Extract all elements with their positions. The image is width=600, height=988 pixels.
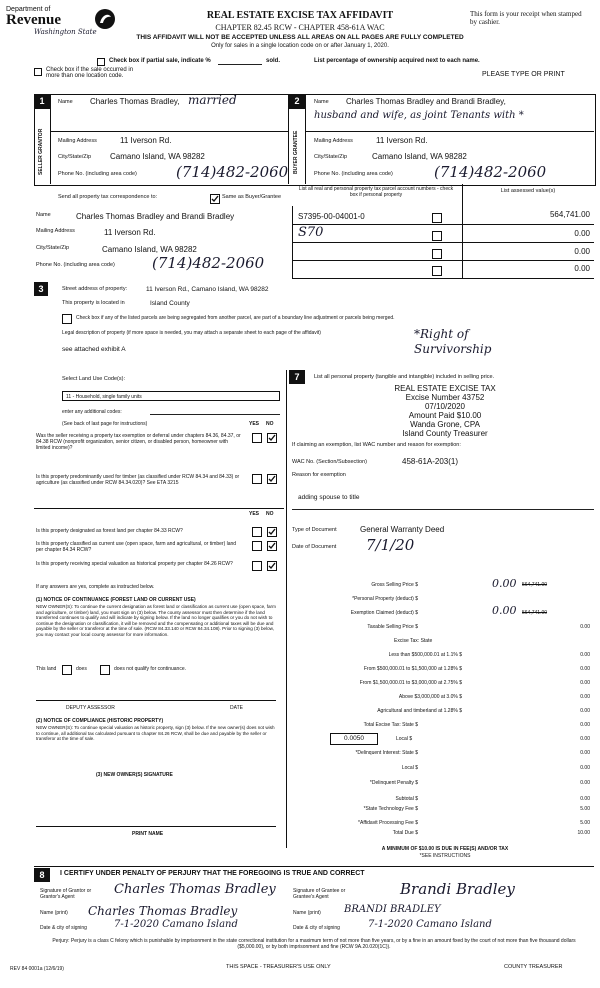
does-not-label: does not qualify for continuance. bbox=[114, 666, 186, 672]
seller-mailing-label: Mailing Address bbox=[58, 138, 97, 144]
grantor-date-city: 7-1-2020 Camano Island bbox=[114, 919, 238, 930]
bracket-4-value: 0.00 bbox=[580, 694, 590, 700]
county-label: This property is located in bbox=[62, 300, 125, 306]
does-label: does bbox=[76, 666, 87, 672]
print-name-label: PRINT NAME bbox=[132, 831, 164, 837]
land-use-yes: YES bbox=[249, 421, 260, 427]
grantee-name-label: Name (print) bbox=[293, 910, 321, 916]
grantor-name-print: Charles Thomas Bradley bbox=[88, 904, 238, 918]
corr-city: Camano Island, WA 98282 bbox=[102, 245, 197, 254]
partial-sale-checkbox[interactable] bbox=[97, 58, 105, 66]
notice2-body: NEW OWNER(S): To continue special valuation as historic property, sign (3) below. If the new owner(s) does not wish to continue, all additional tax calculated pursuant to chapter 84.26 RCW, shall be due and payable by the seller or transferor at the time of sale. bbox=[36, 725, 275, 742]
does-not-checkbox[interactable] bbox=[100, 665, 110, 675]
buyer-city: Camano Island, WA 98282 bbox=[372, 152, 467, 161]
reason-label: Reason for exemption bbox=[292, 472, 346, 478]
delinq-interest-local-label: Local $ bbox=[401, 765, 418, 771]
q2-yes-checkbox[interactable] bbox=[252, 474, 262, 484]
exemption-question: Was the seller receiving a property tax exemption or deferral under chapters 84.36, 84.37, or 84.38 RCW (nonprofit organization, senior citizen, or disabled person, homeowner with limited income)? bbox=[36, 433, 241, 451]
seller-mailing: 11 Iverson Rd. bbox=[120, 136, 172, 145]
seller-city: Camano Island, WA 98282 bbox=[110, 152, 205, 161]
parcel-2-value: 0.00 bbox=[574, 229, 590, 238]
s5-yes: YES bbox=[249, 511, 260, 517]
stamp-line-5: Wanda Grone, CPA bbox=[410, 420, 480, 429]
grantor-signature[interactable]: Charles Thomas Bradley bbox=[114, 882, 276, 897]
same-as-buyer-label: Same as Buyer/Grantee bbox=[222, 194, 282, 200]
bracket-2-label: From $500,000.01 to $1,500,000 at 1.28% $ bbox=[363, 666, 462, 672]
form-title: REAL ESTATE EXCISE TAX AFFIDAVIT bbox=[206, 10, 394, 21]
grantee-sig-label: Signature of Grantee or Grantee's Agent bbox=[293, 888, 346, 900]
exemption-deduct-value: 0.00 bbox=[492, 604, 517, 617]
seller-phone-label: Phone No. (including area code) bbox=[58, 171, 137, 177]
seller-name: Charles Thomas Bradley, bbox=[90, 97, 180, 106]
buyer-side-label: BUYER GRANTEE bbox=[293, 130, 299, 174]
assessor-date-label: DATE bbox=[230, 705, 243, 711]
buyer-name-handwritten: husband and wife, as joint Tenants with * bbox=[314, 110, 524, 121]
subtotal-value: 0.00 bbox=[580, 796, 590, 802]
notice1-title: (1) NOTICE OF CONTINUANCE (FOREST LAND OR CURRENT USE) bbox=[36, 597, 196, 603]
q1-no-checkbox[interactable] bbox=[267, 433, 277, 443]
q2-no-checkbox[interactable] bbox=[267, 474, 277, 484]
perjury-notice: Perjury: Perjury is a class C felony which is punishable by imprisonment in the state correctional institution for a maximum term of not more than five years, or by a fine in an amount fixed by the court of not more than five thousand dollars ($5,000.00), or by both imprisonment and fine (RCW 9A.20.020(1C)). bbox=[52, 938, 576, 950]
segregated-checkbox[interactable] bbox=[62, 314, 72, 324]
wac-label: WAC No. (Section/Subsection) bbox=[292, 459, 367, 465]
parcel-1-checkbox[interactable] bbox=[432, 213, 442, 223]
street-label: Street address of property: bbox=[62, 286, 128, 292]
corr-name-label: Name bbox=[36, 212, 51, 218]
delinq-interest-state-label: *Delinquent Interest: State $ bbox=[355, 750, 418, 756]
dept-line2: Revenue bbox=[6, 12, 61, 28]
gross-price-struck: 564,741.00 bbox=[522, 582, 548, 588]
wac-value: 458-61A-203(1) bbox=[402, 457, 459, 466]
parcel-4-value: 0.00 bbox=[574, 264, 590, 273]
bracket-1-label: Less than $500,000.01 at 1.1% $ bbox=[388, 652, 462, 658]
list-percentage: List percentage of ownership acquired next to each name. bbox=[314, 58, 480, 64]
segregated-label: Check box if any of the listed parcels are being segregated from another parcel, are part of a boundary line adjustment or parcels being merged. bbox=[76, 315, 395, 321]
notice2-title: (2) NOTICE OF COMPLIANCE (HISTORIC PROPERTY) bbox=[36, 718, 164, 724]
historic-yes-checkbox[interactable] bbox=[252, 561, 262, 571]
checkmark-icon bbox=[268, 475, 276, 483]
q1-yes-checkbox[interactable] bbox=[252, 433, 262, 443]
stamp-line-2: Excise Number 43752 bbox=[405, 393, 485, 402]
minimum-label: A MINIMUM OF $10.00 IS DUE IN FEE(S) AND/OR TAX bbox=[381, 846, 509, 852]
checkmark-icon bbox=[268, 542, 276, 550]
legal-handwritten: *Right of Survivorship bbox=[414, 327, 492, 356]
affidavit-fee-value: 5.00 bbox=[580, 820, 590, 826]
if-yes-label: If any answers are yes, complete as instructed below. bbox=[36, 584, 155, 590]
local-label: Local $ bbox=[396, 736, 413, 742]
corr-mailing-label: Mailing Address bbox=[36, 228, 75, 234]
parcel-4-checkbox[interactable] bbox=[432, 266, 442, 276]
exemption-claim-label: If claiming an exemption, list WAC number and reason for exemption: bbox=[292, 442, 461, 448]
exemption-deduct-label: Exemption Claimed (deduct) $ bbox=[350, 610, 418, 616]
historic-no-checkbox[interactable] bbox=[267, 561, 277, 571]
buyer-name: Charles Thomas Bradley and Brandi Bradley, bbox=[346, 97, 506, 106]
does-checkbox[interactable] bbox=[62, 665, 72, 675]
section-7-badge: 7 bbox=[289, 370, 305, 384]
reason-value: adding spouse to title bbox=[298, 494, 360, 501]
dept-line3: Washington State bbox=[34, 28, 97, 36]
partial-sale-label: Check box if partial sale, indicate % bbox=[109, 58, 211, 64]
local-rate-box[interactable]: 0.0050 bbox=[330, 733, 378, 745]
see-back-label: (See back of last page for instructions) bbox=[62, 421, 148, 427]
taxable-price-label: Taxable Selling Price $ bbox=[367, 624, 418, 630]
delinq-penalty-value: 0.00 bbox=[580, 780, 590, 786]
forest-question: Is this property designated as forest land per chapter 84.33 RCW? bbox=[36, 528, 183, 534]
buyer-city-label: City/State/Zip bbox=[314, 154, 348, 160]
stamp-line-6: Island County Treasurer bbox=[402, 429, 488, 438]
assessed-header: List assessed value(s) bbox=[500, 188, 556, 194]
grantee-date-label: Date & city of signing bbox=[293, 925, 340, 931]
this-land-label: This land bbox=[36, 666, 57, 672]
total-due-value: 10.00 bbox=[577, 830, 590, 836]
stamp-line-3: 07/10/2020 bbox=[424, 402, 466, 411]
doc-type-value: General Warranty Deed bbox=[360, 525, 445, 534]
land-use-no: NO bbox=[266, 421, 274, 427]
see-instructions-label: *SEE INSTRUCTIONS bbox=[419, 853, 471, 859]
parcel-header: List all real and personal property tax parcel account numbers - check box if personal property bbox=[298, 186, 454, 198]
parcel-1: S7395-00-04001-0 bbox=[298, 212, 365, 221]
deputy-assessor-label: DEPUTY ASSESSOR bbox=[66, 705, 115, 711]
land-use-box bbox=[34, 370, 284, 490]
form-warning: THIS AFFIDAVIT WILL NOT BE ACCEPTED UNLESS ALL AREAS ON ALL PAGES ARE FULLY COMPLETED bbox=[136, 34, 464, 41]
additional-codes-input[interactable] bbox=[150, 414, 280, 415]
legal-label: Legal description of property (if more space is needed, you may attach a separate sheet to each page of the affidavit) bbox=[62, 330, 321, 336]
grantor-sig-label: Signature of Grantor or Grantor's Agent bbox=[40, 888, 92, 900]
gross-price-label: Gross Selling Price $ bbox=[371, 582, 418, 588]
grantor-name-label: Name (print) bbox=[40, 910, 68, 916]
multi-location-label: Check box if the sale occurred in more than one location code. bbox=[46, 67, 134, 79]
county-treasurer-label: COUNTY TREASURER bbox=[504, 964, 563, 970]
type-or-print: PLEASE TYPE OR PRINT bbox=[482, 71, 565, 78]
land-use-select[interactable]: 11 - Household, single family units bbox=[62, 391, 280, 401]
delinq-interest-local-value: 0.00 bbox=[580, 765, 590, 771]
corr-phone-label: Phone No. (including area code) bbox=[36, 262, 115, 268]
seller-phone: (714)482-2060 bbox=[176, 163, 289, 181]
buyer-phone: (714)482-2060 bbox=[434, 163, 547, 181]
affidavit-fee-label: *Affidavit Processing Fee $ bbox=[358, 820, 418, 826]
checkmark-icon bbox=[268, 434, 276, 442]
dept-line1: Department of bbox=[6, 6, 51, 13]
street-value: 11 Iverson Rd., Camano Island, WA 98282 bbox=[146, 286, 269, 293]
section-2-badge: 2 bbox=[289, 94, 305, 109]
doc-date-label: Date of Document bbox=[292, 544, 337, 550]
bracket-5-value: 0.00 bbox=[580, 708, 590, 714]
land-use-label: Select Land Use Code(s): bbox=[62, 376, 125, 382]
seller-city-label: City/State/Zip bbox=[58, 154, 92, 160]
same-as-buyer-checkbox[interactable] bbox=[210, 194, 220, 204]
buyer-phone-label: Phone No. (including area code) bbox=[314, 171, 393, 177]
total-state-label: Total Excise Tax: State $ bbox=[363, 722, 418, 728]
legal-value: see attached exhibit A bbox=[62, 346, 126, 353]
bracket-3-label: From $1,500,000.01 to $3,000,000 at 2.75% $ bbox=[359, 680, 462, 686]
forest-yes-checkbox[interactable] bbox=[252, 527, 262, 537]
county-value: Island County bbox=[150, 300, 190, 307]
bracket-1-value: 0.00 bbox=[580, 652, 590, 658]
certify-text: I CERTIFY UNDER PENALTY OF PERJURY THAT THE FOREGOING IS TRUE AND CORRECT bbox=[60, 870, 365, 877]
form-number: REV 84 0001a (12/6/19) bbox=[10, 966, 64, 972]
current-use-yes-checkbox[interactable] bbox=[252, 541, 262, 551]
total-state-value: 0.00 bbox=[580, 722, 590, 728]
delinq-interest-state-value: 0.00 bbox=[580, 750, 590, 756]
personal-property-deduct-label: *Personal Property (deduct) $ bbox=[352, 596, 418, 602]
corr-name: Charles Thomas Bradley and Brandi Bradley bbox=[76, 212, 235, 221]
timber-question: Is this property predominantly used for timber (as classified under RCW 84.34 and 84.33) or agriculture (as classified under RCW 84.34.020)? See ETA 3215 bbox=[36, 474, 240, 486]
additional-codes-label: enter any additional codes: bbox=[62, 409, 122, 415]
dor-logo bbox=[6, 6, 126, 36]
current-use-no-checkbox[interactable] bbox=[267, 541, 277, 551]
form-only-for: Only for sales in a single location code on or after January 1, 2020. bbox=[211, 43, 389, 49]
sold-label: sold. bbox=[266, 58, 281, 64]
seller-side-label: SELLER GRANTOR bbox=[38, 128, 44, 176]
parcel-2: S70 bbox=[298, 225, 324, 240]
notice1-body: NEW OWNER(S): To continue the current designation as forest land or classification as current use (open space, farm and agriculture, or timber) land, you must sign on (3) below. The county assessor must then determine if the land transferred continues to qualify and will indicate by signing below. If the land no longer qualifies or you do not wish to continue the designation or classification, it will be removed and the compensating or additional taxes will be due and payable by the seller or transferor at the time of sale. (RCW 84.33.140 or RCW 84.34.108). Prior to signing (3) below, you may contact your local county assessor for more information. bbox=[36, 604, 276, 637]
corr-mailing: 11 Iverson Rd. bbox=[104, 228, 156, 237]
doc-type-label: Type of Document bbox=[292, 527, 337, 533]
stamp-line-1: REAL ESTATE EXCISE TAX bbox=[394, 384, 496, 393]
forest-no-checkbox[interactable] bbox=[267, 527, 277, 537]
s5-no: NO bbox=[266, 511, 274, 517]
bracket-5-label: Agricultural and timberland at 1.28% $ bbox=[377, 708, 462, 714]
bracket-3-value: 0.00 bbox=[580, 680, 590, 686]
stamp-line-4: Amount Paid $10.00 bbox=[408, 411, 482, 420]
taxable-price-value: 0.00 bbox=[580, 624, 590, 630]
treasurer-space: THIS SPACE - TREASURER'S USE ONLY bbox=[226, 964, 331, 970]
buyer-name-label: Name bbox=[314, 99, 329, 105]
bracket-4-label: Above $3,000,000 at 3.0% $ bbox=[398, 694, 462, 700]
tech-fee-value: 5.00 bbox=[580, 806, 590, 812]
section-3-badge: 3 bbox=[34, 282, 48, 296]
buyer-mailing-label: Mailing Address bbox=[314, 138, 353, 144]
correspondence-label: Send all property tax correspondence to: bbox=[58, 194, 158, 200]
grantee-date-city: 7-1-2020 Camano Island bbox=[368, 919, 492, 930]
grantor-date-label: Date & city of signing bbox=[40, 925, 87, 931]
form-chapters: CHAPTER 82.45 RCW - CHAPTER 458-61A WAC bbox=[215, 23, 385, 32]
parcel-2-checkbox[interactable] bbox=[432, 231, 442, 241]
parcel-3-value: 0.00 bbox=[574, 247, 590, 256]
current-use-question: Is this property classified as current use (open space, farm and agricultural, or timber) land per chapter 84.34 RCW? bbox=[36, 541, 237, 553]
checkmark-icon bbox=[268, 562, 276, 570]
seller-name-handwritten: married bbox=[188, 93, 237, 107]
excise-state-label: Excise Tax: State bbox=[394, 638, 433, 644]
section-1-badge: 1 bbox=[34, 94, 50, 109]
partial-percent-line[interactable] bbox=[218, 64, 262, 65]
parcel-3-checkbox[interactable] bbox=[432, 249, 442, 259]
delinq-penalty-label: *Delinquent Penalty $ bbox=[369, 780, 418, 786]
buyer-mailing: 11 Iverson Rd. bbox=[376, 136, 428, 145]
gross-price-value: 0.00 bbox=[492, 577, 517, 590]
owners-signature-label: (3) NEW OWNER(S) SIGNATURE bbox=[96, 772, 173, 778]
local-value: 0.00 bbox=[580, 736, 590, 742]
doc-date-value: 7/1/20 bbox=[366, 536, 415, 554]
total-due-label: Total Due $ bbox=[392, 830, 418, 836]
exemption-deduct-struck: 564,741.00 bbox=[522, 610, 548, 616]
seller-name-label: Name bbox=[58, 99, 73, 105]
corr-city-label: City/State/Zip bbox=[36, 245, 70, 251]
checkmark-icon bbox=[211, 195, 219, 203]
personal-property-label: List all personal property (tangible and intangible) included in selling price. bbox=[314, 374, 495, 380]
grantee-signature[interactable]: Brandi Bradley bbox=[400, 880, 515, 898]
grantee-name-print: BRANDI BRADLEY bbox=[344, 904, 441, 915]
subtotal-label: Subtotal $ bbox=[395, 796, 418, 802]
section-8-badge: 8 bbox=[34, 868, 50, 882]
revenue-logo-icon bbox=[94, 8, 116, 30]
checkmark-icon bbox=[268, 528, 276, 536]
receipt-note: This form is your receipt when stamped by cashier. bbox=[470, 10, 582, 26]
historic-question: Is this property receiving special valuation as historical property per chapter 84.26 RCW? bbox=[36, 561, 233, 567]
treasurer-stamp bbox=[360, 384, 530, 438]
parcel-1-value: 564,741.00 bbox=[549, 210, 590, 219]
tech-fee-label: *State Technology Fee $ bbox=[363, 806, 418, 812]
corr-phone: (714)482-2060 bbox=[152, 254, 265, 272]
bracket-2-value: 0.00 bbox=[580, 666, 590, 672]
multi-location-checkbox[interactable] bbox=[34, 68, 42, 76]
